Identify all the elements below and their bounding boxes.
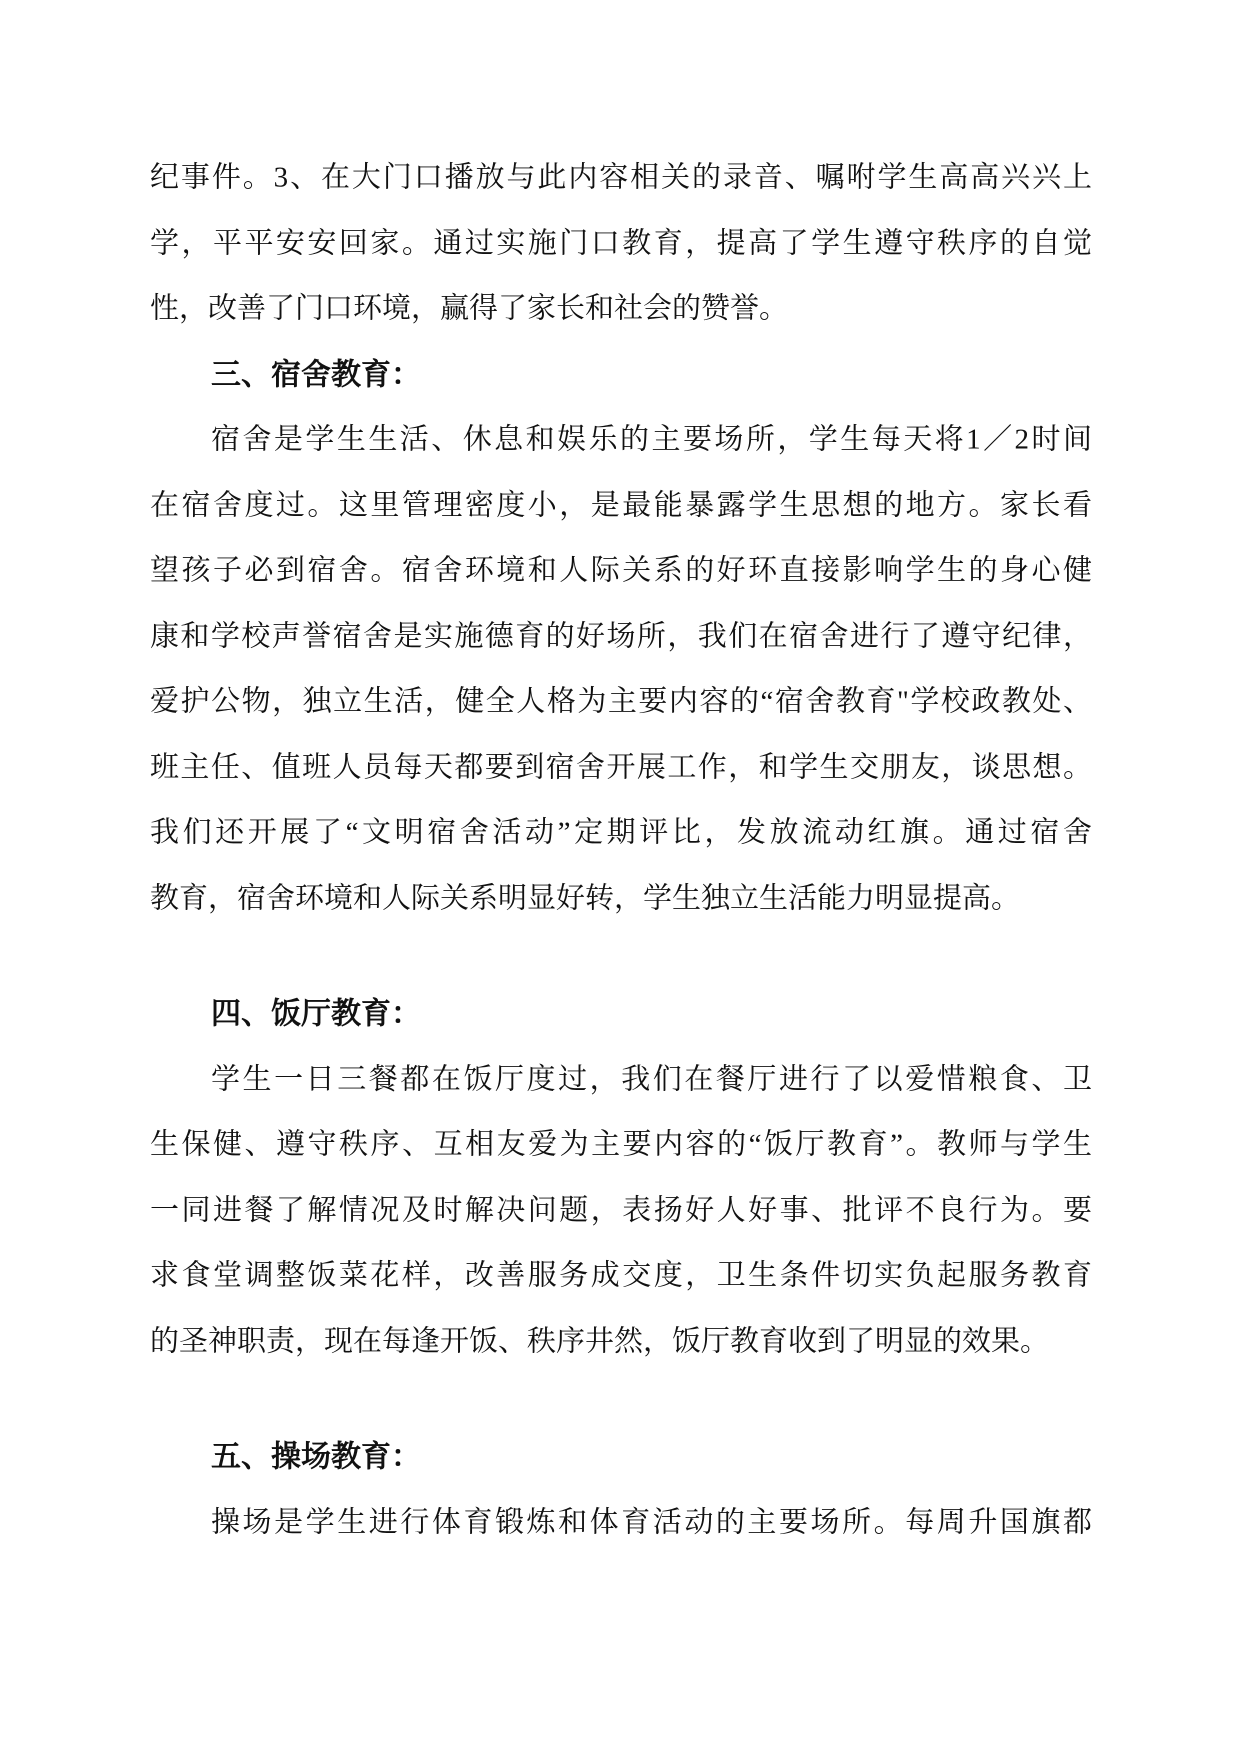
body-text-line: 性，改善了门口环境，赢得了家长和社会的赞誉。 <box>150 292 789 325</box>
body-text-line: 我们还开展了“文明宿舍活动”定期评比，发放流动红旗。通过宿舍 <box>150 816 1092 849</box>
body-text-line: 求食堂调整饭菜花样，改善服务成交度，卫生条件切实负起服务教育 <box>150 1259 1092 1292</box>
body-text-line: 学，平平安安回家。通过实施门口教育，提高了学生遵守秩序的自觉 <box>150 226 1092 259</box>
body-text-line: 康和学校声誉宿舍是实施德育的好场所，我们在宿舍进行了遵守纪律， <box>150 619 1092 652</box>
paragraph-spacer <box>150 931 1092 981</box>
body-text-line: 生保健、遵守秩序、互相友爱为主要内容的“饭厅教育”。教师与学生 <box>150 1128 1092 1161</box>
section-heading: 四、饭厅教育： <box>211 997 421 1031</box>
body-text-line: 纪事件。3、在大门口播放与此内容相关的录音、嘱咐学生高高兴兴上 <box>150 161 1092 194</box>
section-heading: 五、操场教育： <box>211 1440 421 1474</box>
section-heading: 三、宿舍教育： <box>211 357 421 391</box>
body-text-line: 的圣神职责，现在每逢开饭、秩序井然，饭厅教育收到了明显的效果。 <box>150 1324 1050 1357</box>
body-text-line: 在宿舍度过。这里管理密度小，是最能暴露学生思想的地方。家长看 <box>150 488 1092 521</box>
document-body <box>150 145 1092 1555</box>
body-text-line: 爱护公物，独立生活，健全人格为主要内容的“宿舍教育"学校政教处、 <box>150 685 1092 718</box>
body-text-line: 一同进餐了解情况及时解决问题，表扬好人好事、批评不良行为。要 <box>150 1193 1092 1226</box>
body-text-line: 望孩子必到宿舍。宿舍环境和人际关系的好环直接影响学生的身心健 <box>150 554 1092 587</box>
body-text-line: 教育，宿舍环境和人际关系明显好转，学生独立生活能力明显提高。 <box>150 881 1021 914</box>
body-text-line: 操场是学生进行体育锻炼和体育活动的主要场所。每周升国旗都 <box>211 1505 1092 1538</box>
body-text-line: 宿舍是学生生活、休息和娱乐的主要场所，学生每天将1／2时间 <box>211 423 1092 456</box>
body-text-line: 学生一日三餐都在饭厅度过，我们在餐厅进行了以爱惜粮食、卫 <box>211 1062 1092 1095</box>
body-text-line: 班主任、值班人员每天都要到宿舍开展工作，和学生交朋友，谈思想。 <box>150 750 1092 783</box>
paragraph-spacer <box>150 1374 1092 1424</box>
